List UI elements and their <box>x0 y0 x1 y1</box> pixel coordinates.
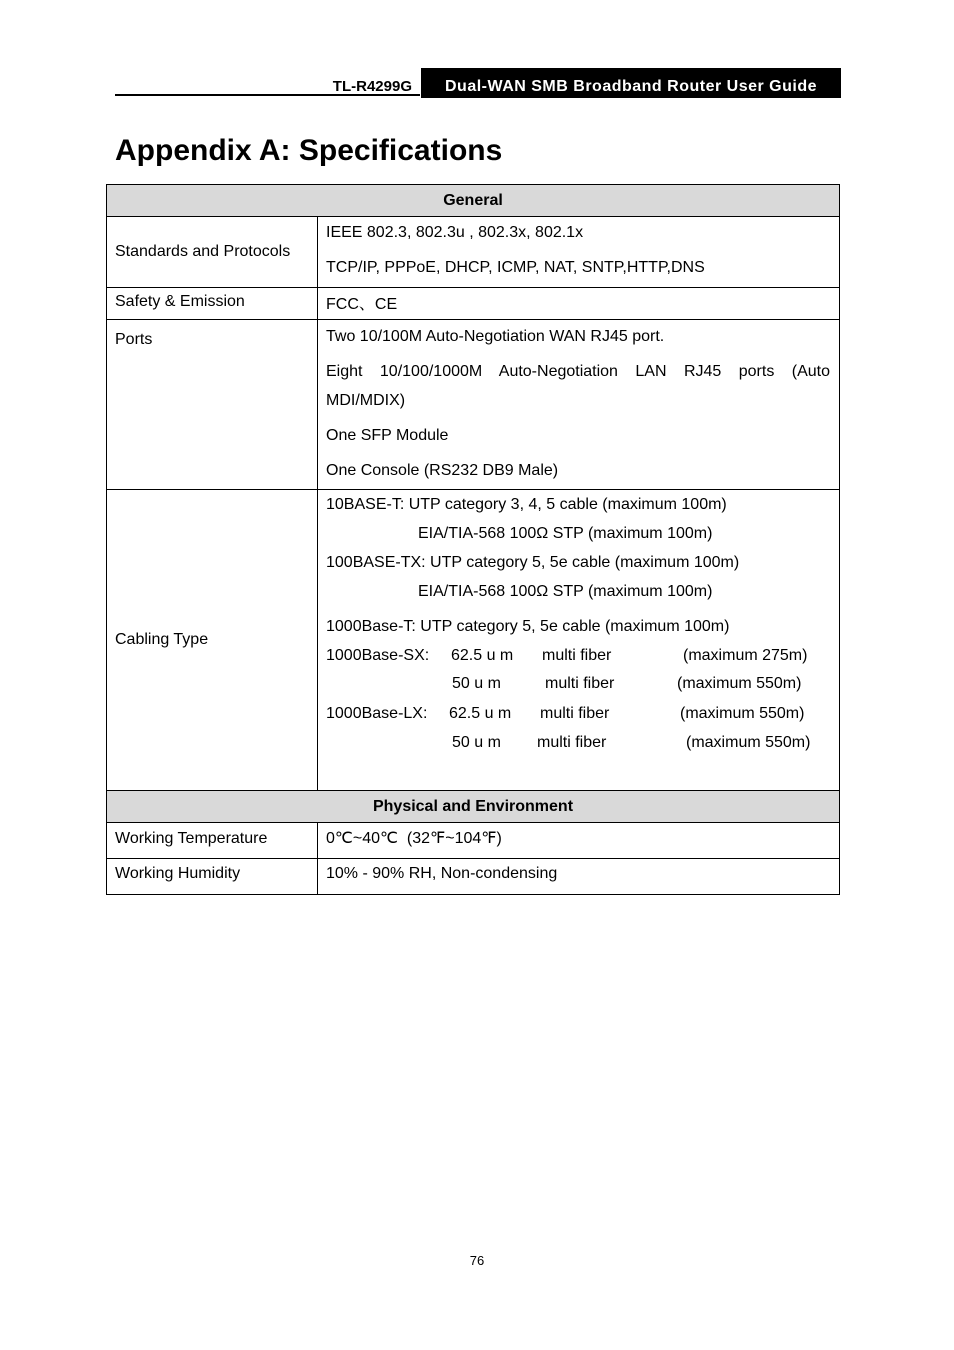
standards-line-1: IEEE 802.3, 802.3u , 802.3x, 802.1x <box>326 224 584 241</box>
header-model <box>115 68 420 96</box>
ports-line-2: Eight 10/100/1000M Auto-Negotiation LAN RJ45 ports (Auto MDI/MDIX) <box>326 363 830 409</box>
label-safety: Safety & Emission <box>107 288 318 320</box>
label-temperature: Working Temperature <box>107 823 318 859</box>
value-ports <box>318 320 840 490</box>
section-header-physical: Physical and Environment <box>107 791 840 823</box>
page-number: 76 <box>469 1253 485 1268</box>
label-humidity: Working Humidity <box>107 859 318 895</box>
spec-row-standards <box>107 217 840 288</box>
ports-line-3: One SFP Module <box>326 427 449 444</box>
standards-line-2: TCP/IP, PPPoE, DHCP, ICMP, NAT, SNTP,HTTP,DNS <box>326 259 705 276</box>
fiber-size: 50 u m <box>452 675 501 692</box>
fiber-type: multi fiber <box>542 647 612 664</box>
fiber-row <box>326 699 830 728</box>
value-temperature: 0℃~40℃ (32℉~104℉) <box>318 823 840 859</box>
value-cabling <box>318 490 840 791</box>
value-safety: FCC、CE <box>318 288 840 320</box>
spec-row-humidity <box>107 859 840 895</box>
cabling-line-5: 1000Base-T: UTP category 5, 5e cable (maximum 100m) <box>326 618 730 635</box>
ports-line-4: One Console (RS232 DB9 Male) <box>326 462 559 479</box>
fiber-type: multi fiber <box>537 734 607 751</box>
cabling-line-2: EIA/TIA-568 100Ω STP (maximum 100m) <box>418 525 713 542</box>
ports-line-1: Two 10/100M Auto-Negotiation WAN RJ45 port. <box>326 328 665 345</box>
fiber-max: (maximum 275m) <box>683 647 808 664</box>
fiber-size: 62.5 u m <box>451 647 514 664</box>
page-header <box>115 68 841 98</box>
fiber-prefix: 1000Base-LX: <box>326 705 428 722</box>
header-guide-title: Dual-WAN SMB Broadband Router User Guide <box>421 68 841 98</box>
fiber-max: (maximum 550m) <box>686 734 811 751</box>
fiber-prefix: 1000Base-SX: <box>326 647 430 664</box>
fiber-type: multi fiber <box>540 705 610 722</box>
cabling-line-3: 100BASE-TX: UTP category 5, 5e cable (maximum 100m) <box>326 554 740 571</box>
label-cabling: Cabling Type <box>107 490 318 791</box>
fiber-max: (maximum 550m) <box>677 675 802 692</box>
specifications-table <box>106 184 840 895</box>
label-ports: Ports <box>107 320 318 490</box>
section-row-physical <box>107 791 840 823</box>
page-title: Appendix A: Specifications <box>115 134 503 167</box>
cabling-line-4: EIA/TIA-568 100Ω STP (maximum 100m) <box>418 583 713 600</box>
model-name: TL-R4299G <box>332 78 412 95</box>
value-standards <box>318 217 840 288</box>
spec-row-cabling <box>107 490 840 791</box>
section-row-general <box>107 185 840 217</box>
spec-row-temperature <box>107 823 840 859</box>
section-header-general: General <box>107 185 840 217</box>
spec-row-safety <box>107 288 840 320</box>
fiber-row <box>326 641 830 670</box>
fiber-type: multi fiber <box>545 675 615 692</box>
fiber-max: (maximum 550m) <box>680 705 805 722</box>
fiber-size: 62.5 u m <box>449 705 512 722</box>
cabling-line-1: 10BASE-T: UTP category 3, 4, 5 cable (maximum 100m) <box>326 496 727 513</box>
value-humidity: 10% - 90% RH, Non-condensing <box>318 859 840 895</box>
fiber-size: 50 u m <box>452 734 501 751</box>
spec-row-ports <box>107 320 840 490</box>
fiber-row <box>326 670 830 699</box>
label-standards: Standards and Protocols <box>107 217 318 288</box>
fiber-row <box>326 728 830 757</box>
